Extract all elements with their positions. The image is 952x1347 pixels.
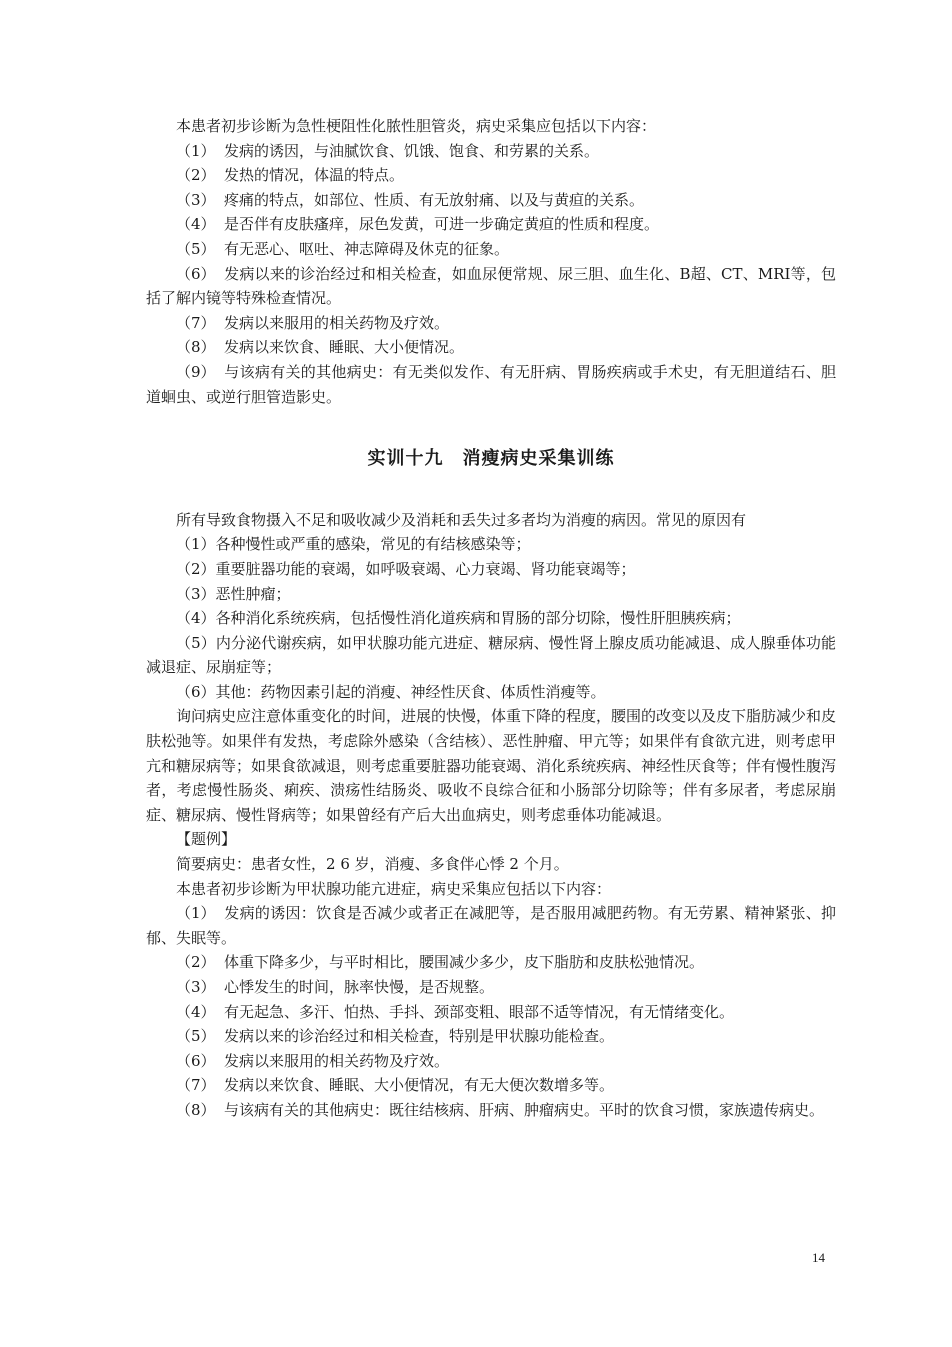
list-item: （2） 发热的情况，体温的特点。 bbox=[176, 166, 405, 185]
list-item: （1） 发病的诱因：饮食是否减少或者正在减肥等，是否服用减肥药物。有无劳累、精神紧张、抑郁、失眠等。 bbox=[146, 904, 836, 947]
section2-list bbox=[146, 901, 836, 1122]
list-item: （4） 是否伴有皮肤瘙痒，尿色发黄，可进一步确定黄疸的性质和程度。 bbox=[176, 215, 660, 234]
list-item: （7） 发病以来饮食、睡眠、大小便情况，有无大便次数增多等。 bbox=[176, 1076, 615, 1095]
page-number: 14 bbox=[812, 1250, 825, 1265]
list-item: （2） 体重下降多少，与平时相比，腰围减少多少，皮下脂肪和皮肤松弛情况。 bbox=[176, 953, 705, 972]
body-text bbox=[146, 114, 836, 1123]
section1-intro: 本患者初步诊断为急性梗阻性化脓性胆管炎，病史采集应包括以下内容： bbox=[176, 117, 657, 135]
list-item: （6） 发病以来服用的相关药物及疗效。 bbox=[176, 1051, 450, 1070]
list-item: （3）恶性肿瘤； bbox=[176, 584, 291, 603]
inquiry-paragraph: 询问病史应注意体重变化的时间，进展的快慢，体重下降的程度，腰围的改变以及皮下脂肪减少和皮肤松弛等。如果伴有发热，考虑除外感染（含结核）、恶性肿瘤、甲亢等；如果伴有食欲亢进，则考虑甲亢和糖尿病等；如果食欲减退，则考虑重要脏器功能衰竭、消化系统疾病、神经性厌食等；伴有慢性腹泻者，考虑慢性肠炎、痢疾、溃疡性结肠炎、吸收不良综合征和小肠部分切除等；伴有多尿者，考虑尿崩症、糖尿病、慢性肾病等；如果曾经有产后大出血病史，则考虑垂体功能减退。 bbox=[146, 707, 837, 824]
list-item: （6） 发病以来的诊治经过和相关检查，如血尿便常规、尿三胆、血生化、B超、CT、MRI等，包括了解内镜等特殊检查情况。 bbox=[146, 264, 836, 308]
list-item: （3） 疼痛的特点，如部位、性质、有无放射痛、以及与黄疸的关系。 bbox=[176, 190, 645, 209]
list-item: （6）其他：药物因素引起的消瘦、神经性厌食、体质性消瘦等。 bbox=[176, 682, 606, 701]
list-item: （3） 心悸发生的时间，脉率快慢，是否规整。 bbox=[176, 978, 495, 996]
list-item: （8） 发病以来饮食、睡眠、大小便情况。 bbox=[176, 338, 465, 357]
list-item: （2）重要脏器功能的衰竭，如呼吸衰竭、心力衰竭、肾功能衰竭等； bbox=[176, 559, 636, 578]
list-item: （5） 发病以来的诊治经过和相关检查，特别是甲状腺功能检查。 bbox=[176, 1027, 615, 1046]
section-title: 实训十九 消瘦病史采集训练 bbox=[367, 448, 615, 470]
brief-history: 简要病史：患者女性，2 6 岁，消瘦、多食伴心悸 2 个月。 bbox=[176, 855, 569, 874]
diagnosis-intro: 本患者初步诊断为甲状腺功能亢进症，病史采集应包括以下内容： bbox=[176, 879, 612, 898]
example-label: 【题例】 bbox=[176, 830, 237, 849]
list-item: （1） 发病的诱因，与油腻饮食、饥饿、饱食、和劳累的关系。 bbox=[176, 141, 600, 160]
causes-list bbox=[146, 532, 836, 704]
list-item: （7） 发病以来服用的相关药物及疗效。 bbox=[176, 313, 450, 332]
list-item: （5）内分泌代谢疾病，如甲状腺功能亢进症、糖尿病、慢性肾上腺皮质功能减退、成人腺垂体功能减退症、尿崩症等； bbox=[146, 633, 836, 677]
list-item: （4） 有无起急、多汗、怕热、手抖、颈部变粗、眼部不适等情况，有无情绪变化。 bbox=[176, 1002, 735, 1021]
list-item: （1）各种慢性或严重的感染，常见的有结核感染等； bbox=[176, 535, 531, 554]
list-item: （5） 有无恶心、呕吐、神志障碍及休克的征象。 bbox=[176, 239, 510, 258]
section2-intro: 所有导致食物摄入不足和吸收减少及消耗和丢失过多者均为消瘦的病因。常见的原因有 bbox=[176, 510, 747, 529]
list-item: （4）各种消化系统疾病，包括慢性消化道疾病和胃肠的部分切除，慢性肝胆胰疾病； bbox=[176, 609, 741, 628]
section1-list bbox=[146, 139, 836, 410]
list-item: （8） 与该病有关的其他病史：既往结核病、肝病、肿瘤病史。平时的饮食习惯，家族遗传病史。 bbox=[176, 1100, 825, 1119]
list-item: （9） 与该病有关的其他病史：有无类似发作、有无肝病、胃肠疾病或手术史，有无胆道结石、胆道蛔虫、或逆行胆管造影史。 bbox=[146, 362, 836, 406]
